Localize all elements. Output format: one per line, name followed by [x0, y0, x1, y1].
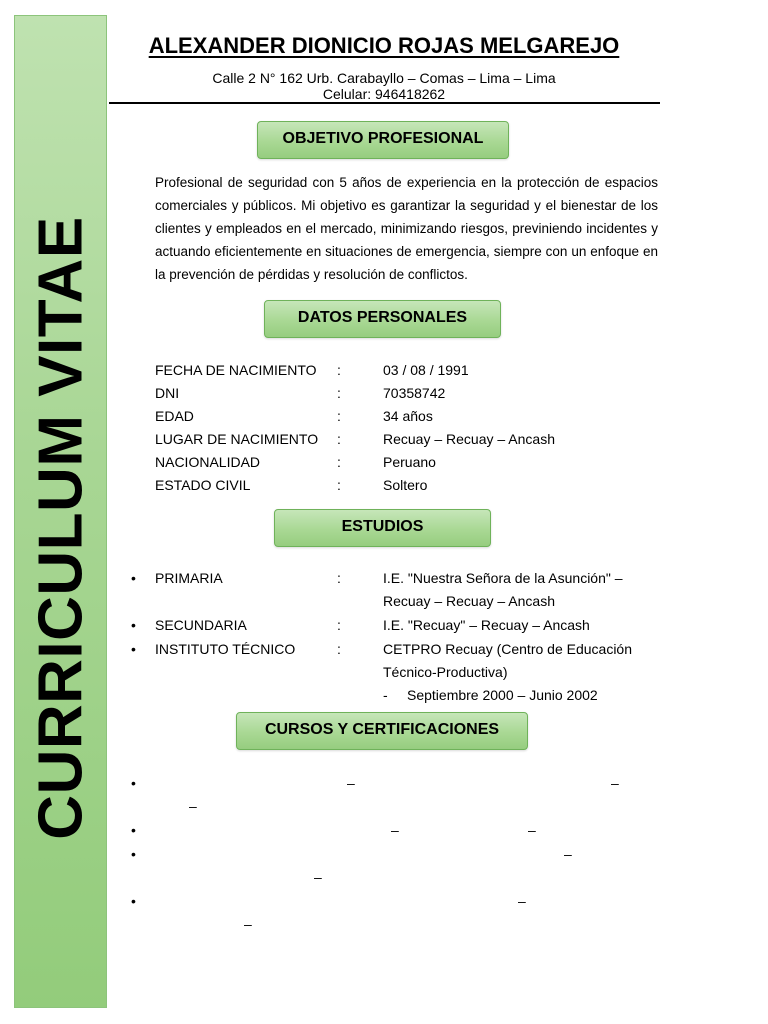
personal-row: [155, 474, 665, 497]
separator: :: [337, 641, 341, 657]
separator: :: [337, 431, 341, 447]
course-dash: –: [314, 869, 322, 885]
personal-row: [155, 451, 665, 474]
study-value: I.E. "Nuestra Señora de la Asunción" –: [383, 570, 623, 586]
course-dash: –: [244, 916, 252, 932]
bullet-icon: •: [131, 893, 136, 909]
candidate-name: [109, 33, 659, 59]
personal-row: [155, 428, 665, 451]
bullet-icon: •: [131, 846, 136, 862]
study-value: I.E. "Recuay" – Recuay – Ancash: [383, 617, 590, 633]
sub-item-marker: -: [383, 687, 388, 703]
separator: :: [337, 385, 341, 401]
bullet-icon: •: [131, 641, 136, 657]
study-value-continued: Recuay – Recuay – Ancash: [383, 593, 555, 609]
personal-label: FECHA DE NACIMIENTO: [155, 362, 317, 378]
personal-value: Recuay – Recuay – Ancash: [383, 431, 555, 447]
section-heading-studies: ESTUDIOS: [274, 509, 491, 547]
separator: :: [337, 362, 341, 378]
personal-value: 03 / 08 / 1991: [383, 362, 469, 378]
personal-row: [155, 359, 665, 382]
course-dash: –: [528, 822, 536, 838]
separator: :: [337, 477, 341, 493]
course-dash: –: [611, 775, 619, 791]
section-heading-objective: OBJETIVO PROFESIONAL: [257, 121, 509, 159]
personal-label: NACIONALIDAD: [155, 454, 261, 470]
address-line: Calle 2 N° 162 Urb. Carabayllo – Comas – Lima – Lima: [212, 70, 556, 86]
study-label: PRIMARIA: [155, 570, 223, 586]
section-heading-courses: CURSOS Y CERTIFICACIONES: [236, 712, 528, 750]
bullet-icon: •: [131, 570, 136, 586]
personal-value: Soltero: [383, 477, 428, 493]
study-row: [155, 567, 665, 590]
candidate-name-text: ALEXANDER DIONICIO ROJAS MELGAREJO: [148, 33, 620, 58]
study-dates: Septiembre 2000 – Junio 2002: [407, 687, 598, 703]
bullet-icon: •: [131, 775, 136, 791]
course-dash: –: [347, 775, 355, 791]
personal-value: Peruano: [383, 454, 436, 470]
course-dash: –: [189, 798, 197, 814]
sidebar-title: CURRICULUM VITAE: [26, 216, 95, 840]
bullet-icon: •: [131, 617, 136, 633]
study-row: [155, 638, 665, 661]
header-divider: [109, 102, 660, 104]
study-row: [155, 614, 665, 637]
separator: :: [337, 454, 341, 470]
personal-label: DNI: [155, 385, 180, 401]
separator: :: [337, 570, 341, 586]
study-value: CETPRO Recuay (Centro de Educación: [383, 641, 632, 657]
sidebar-banner: [14, 15, 107, 1008]
personal-value: 70358742: [383, 385, 446, 401]
section-heading-personal: DATOS PERSONALES: [264, 300, 501, 338]
course-dash: –: [564, 846, 572, 862]
study-value-continued: Técnico-Productiva): [383, 664, 508, 680]
course-dash: –: [518, 893, 526, 909]
phone-line: Celular: 946418262: [322, 86, 446, 102]
separator: :: [337, 408, 341, 424]
personal-label: EDAD: [155, 408, 194, 424]
personal-row: [155, 405, 665, 428]
study-label: SECUNDARIA: [155, 617, 247, 633]
personal-label: LUGAR DE NACIMIENTO: [155, 431, 319, 447]
separator: :: [337, 617, 341, 633]
study-label: INSTITUTO TÉCNICO: [155, 641, 296, 657]
personal-value: 34 años: [383, 408, 433, 424]
bullet-icon: •: [131, 822, 136, 838]
personal-row: [155, 382, 665, 405]
course-dash: –: [391, 822, 399, 838]
personal-label: ESTADO CIVIL: [155, 477, 251, 493]
objective-paragraph: Profesional de seguridad con 5 años de experiencia en la protección de espacios comerciales y públicos. Mi objetivo es garantizar la seguridad y el bienestar de los clientes y empleados en el mercado, minimizando riesgos, previniendo incidentes y actuando eficientemente en situaciones de emergencia, siempre con un enfoque en la prevención de pérdidas y resolución de conflictos.: [155, 175, 658, 282]
